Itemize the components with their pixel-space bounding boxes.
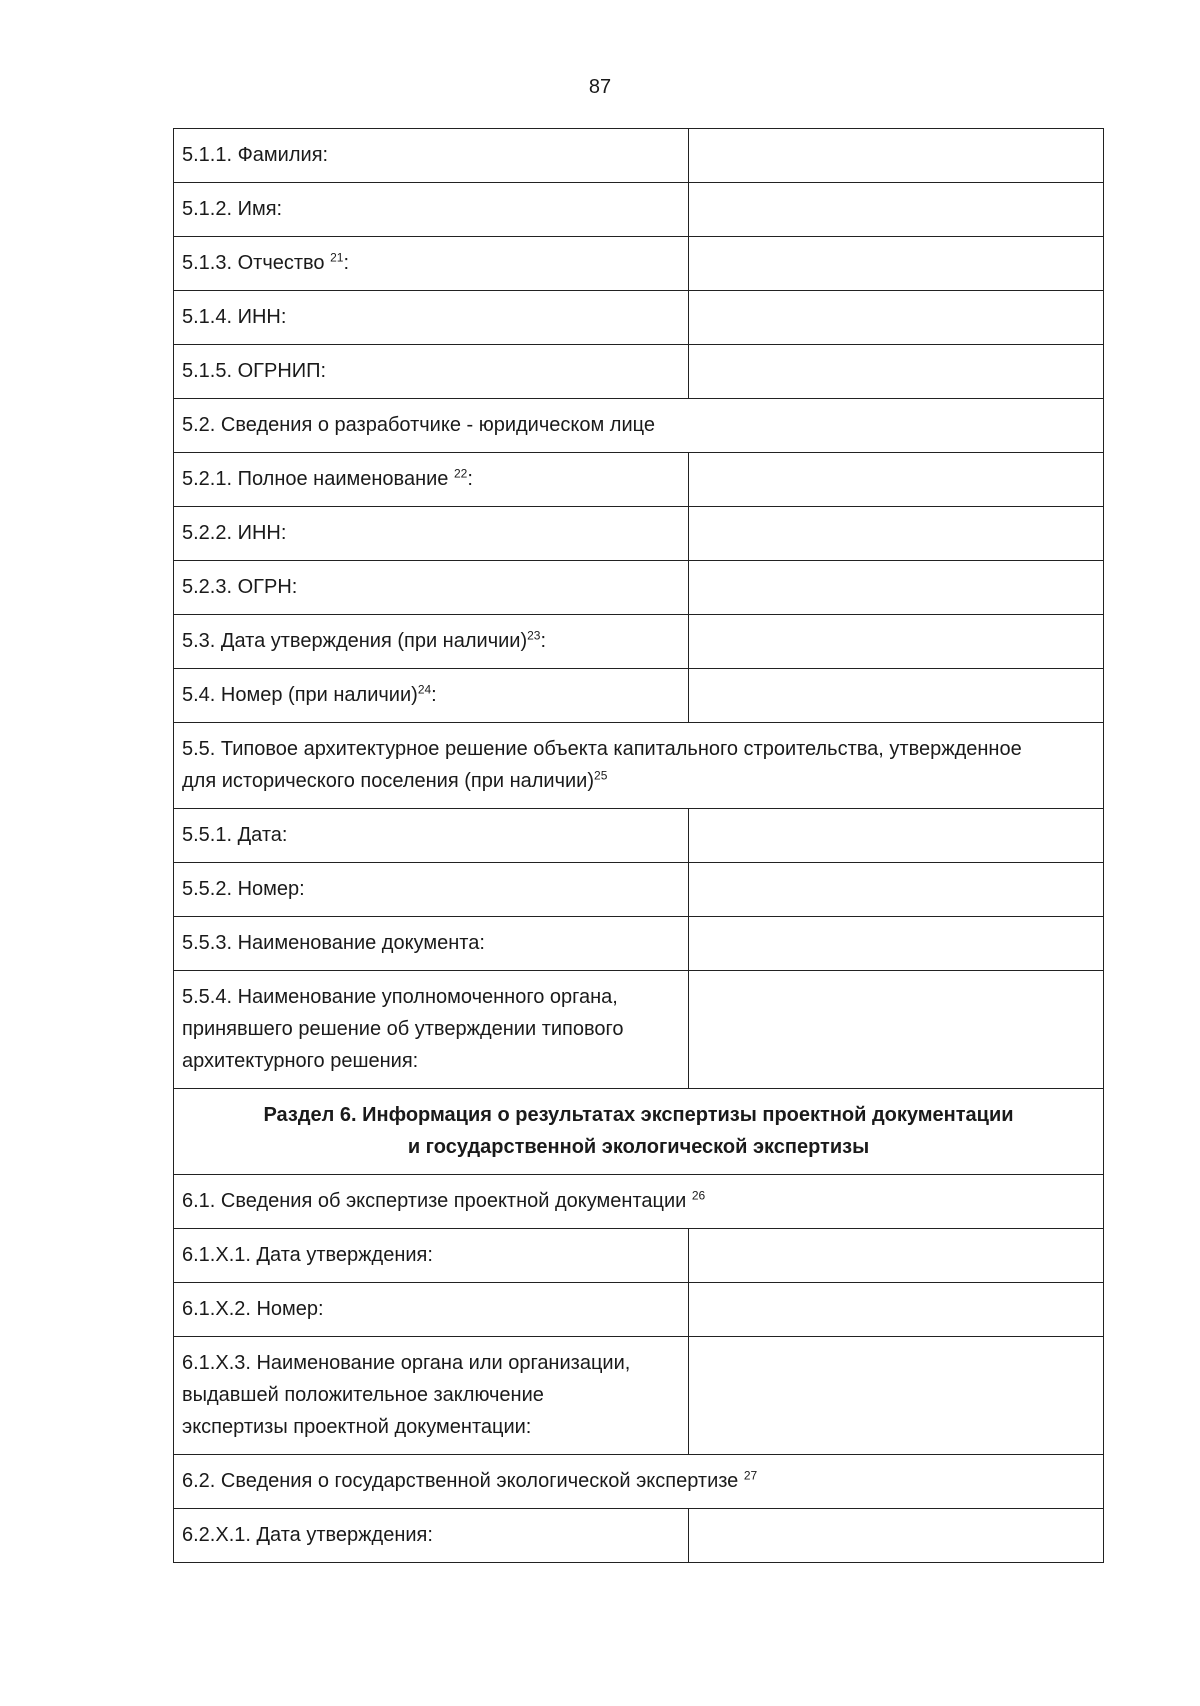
row-section-6	[174, 1089, 1104, 1175]
field-expertise-organization[interactable]	[689, 1337, 1104, 1455]
label-inn: 5.1.4. ИНН:	[174, 291, 689, 345]
row-5-2-1	[174, 453, 1104, 507]
row-5-3	[174, 615, 1104, 669]
label-suffix: :	[343, 252, 350, 274]
label-line-1: 6.1.Х.3. Наименование органа или организации,	[182, 1352, 631, 1374]
row-5-4	[174, 669, 1104, 723]
label-expertise-number: 6.1.Х.2. Номер:	[174, 1283, 689, 1337]
row-5-1-4	[174, 291, 1104, 345]
row-5-1-5	[174, 345, 1104, 399]
field-eco-approval-date[interactable]	[689, 1509, 1104, 1563]
label-line-2: выдавшей положительное заключение	[182, 1384, 544, 1406]
label-line-2: принявшего решение об утверждении типового	[182, 1018, 624, 1040]
label-authorized-body	[174, 971, 689, 1089]
footnote-ref: 21	[330, 250, 344, 265]
field-name[interactable]	[689, 183, 1104, 237]
label-line-1: 5.5. Типовое архитектурное решение объекта капитального строительства, утвержденное	[182, 738, 1022, 760]
field-patronymic[interactable]	[689, 237, 1104, 291]
row-5-2	[174, 399, 1104, 453]
section-line-2: и государственной экологической экспертизы	[407, 1136, 870, 1158]
label-surname: 5.1.1. Фамилия:	[174, 129, 689, 183]
label-suffix: :	[431, 684, 437, 706]
field-inn[interactable]	[689, 291, 1104, 345]
page-number: 87	[588, 76, 612, 98]
row-6-1-x-2	[174, 1283, 1104, 1337]
label-number	[174, 669, 689, 723]
field-surname[interactable]	[689, 129, 1104, 183]
label-line-2: для исторического поселения (при наличии)	[182, 770, 595, 792]
label-text: 6.2. Сведения о государственной экологической экспертизе	[182, 1470, 739, 1492]
label-line-3: архитектурного решения:	[182, 1050, 419, 1072]
label-suffix: :	[467, 468, 473, 490]
footnote-ref: 26	[691, 1188, 706, 1203]
label-line-1: 5.5.4. Наименование уполномоченного органа,	[182, 986, 618, 1008]
row-6-1-x-3	[174, 1337, 1104, 1455]
field-authorized-body[interactable]	[689, 971, 1104, 1089]
row-6-2-x-1	[174, 1509, 1104, 1563]
row-5-5-4	[174, 971, 1104, 1089]
footnote-ref: 27	[743, 1468, 758, 1483]
section-line-1: Раздел 6. Информация о результатах экспертизы проектной документации	[263, 1104, 1014, 1126]
row-5-2-2	[174, 507, 1104, 561]
row-5-1-3	[174, 237, 1104, 291]
row-6-1	[174, 1175, 1104, 1229]
footnote-ref: 23	[527, 628, 541, 643]
heading-project-expertise	[174, 1175, 1104, 1229]
field-approval-date[interactable]	[689, 615, 1104, 669]
field-legal-inn[interactable]	[689, 507, 1104, 561]
label-text: 5.1.3. Отчество	[182, 252, 325, 274]
field-expertise-number[interactable]	[689, 1283, 1104, 1337]
row-5-5	[174, 723, 1104, 809]
row-5-5-3	[174, 917, 1104, 971]
section-6-heading	[174, 1089, 1104, 1175]
label-date: 5.5.1. Дата:	[174, 809, 689, 863]
field-expertise-date[interactable]	[689, 1229, 1104, 1283]
field-doc-number[interactable]	[689, 863, 1104, 917]
label-ogrn: 5.2.3. ОГРН:	[174, 561, 689, 615]
label-ogrnip: 5.1.5. ОГРНИП:	[174, 345, 689, 399]
label-text: 5.3. Дата утверждения (при наличии)	[182, 630, 528, 652]
label-eco-approval-date: 6.2.Х.1. Дата утверждения:	[174, 1509, 689, 1563]
heading-ecological-expertise	[174, 1455, 1104, 1509]
row-5-5-1	[174, 809, 1104, 863]
label-text: 5.2.1. Полное наименование	[182, 468, 449, 490]
footnote-ref: 25	[594, 768, 608, 783]
footnote-ref: 22	[453, 466, 468, 481]
row-5-1-1	[174, 129, 1104, 183]
row-6-2	[174, 1455, 1104, 1509]
label-full-name	[174, 453, 689, 507]
label-expertise-organization	[174, 1337, 689, 1455]
label-text: 6.1. Сведения об экспертизе проектной документации	[182, 1190, 687, 1212]
footnote-ref: 24	[417, 682, 432, 697]
heading-typical-architectural-solution	[174, 723, 1104, 809]
field-ogrn[interactable]	[689, 561, 1104, 615]
label-doc-number: 5.5.2. Номер:	[174, 863, 689, 917]
label-name: 5.1.2. Имя:	[174, 183, 689, 237]
label-text: 5.4. Номер (при наличии)	[182, 684, 418, 706]
row-6-1-x-1	[174, 1229, 1104, 1283]
label-expertise-date: 6.1.Х.1. Дата утверждения:	[174, 1229, 689, 1283]
field-full-name[interactable]	[689, 453, 1104, 507]
application-form-table	[173, 128, 1104, 1563]
heading-developer-legal-entity: 5.2. Сведения о разработчике - юридическом лице	[174, 399, 1104, 453]
label-legal-inn: 5.2.2. ИНН:	[174, 507, 689, 561]
label-document-name: 5.5.3. Наименование документа:	[174, 917, 689, 971]
field-number[interactable]	[689, 669, 1104, 723]
field-ogrnip[interactable]	[689, 345, 1104, 399]
row-5-5-2	[174, 863, 1104, 917]
label-patronymic	[174, 237, 689, 291]
label-approval-date	[174, 615, 689, 669]
label-suffix: :	[540, 630, 547, 652]
field-document-name[interactable]	[689, 917, 1104, 971]
field-date[interactable]	[689, 809, 1104, 863]
row-5-2-3	[174, 561, 1104, 615]
row-5-1-2	[174, 183, 1104, 237]
label-line-3: экспертизы проектной документации:	[182, 1416, 532, 1438]
